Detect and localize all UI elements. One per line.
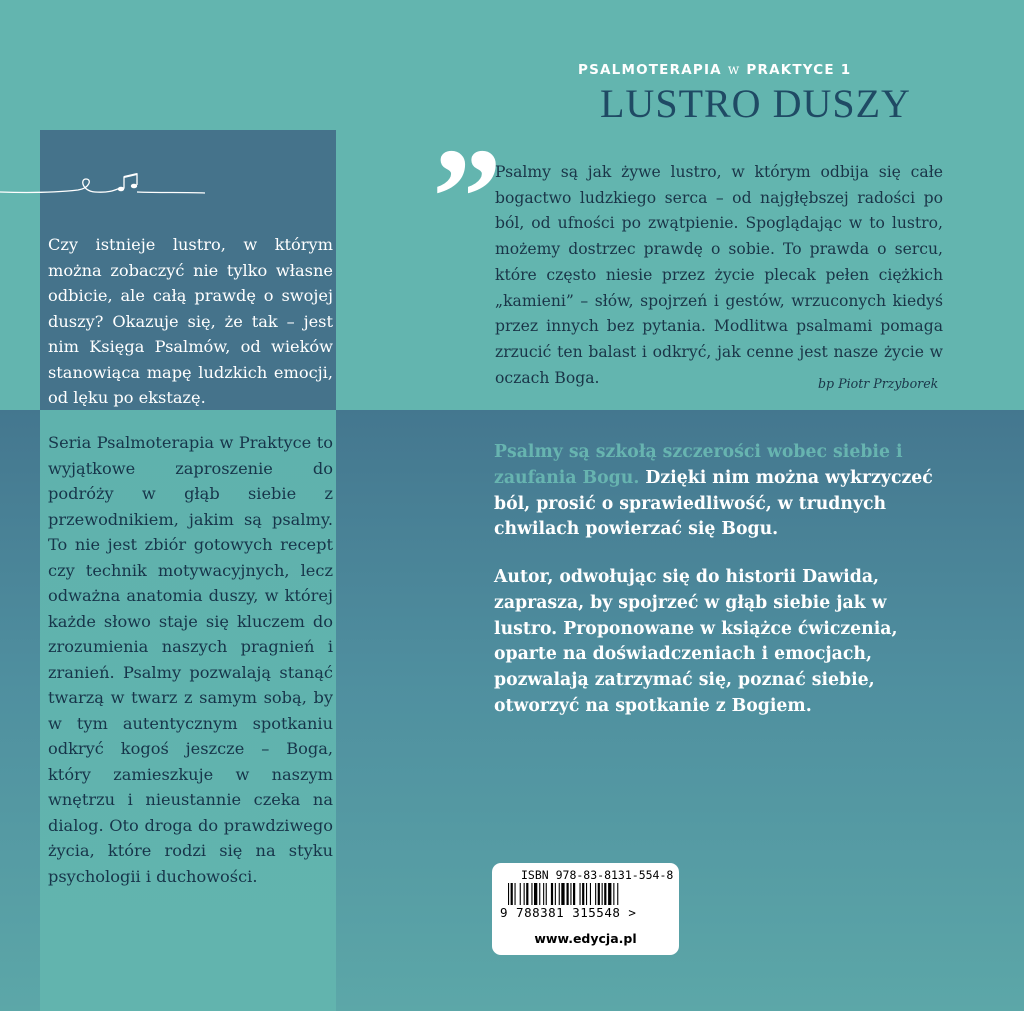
isbn-label-box (492, 863, 679, 955)
left-intro-paragraph: Czy istnieje lustro, w którym można zobaczyć nie tylko własne odbicie, ale całą prawdę o swojej duszy? Okazuje się, że tak – jest nim Księga Psalmów, od wieków stanowiąca mapę ludzkich emocji, od lęku po ekstazę. (48, 235, 333, 407)
book-title: LUSTRO DUSZY (600, 81, 911, 126)
right-paragraph-2: Autor, odwołując się do historii Dawida, zaprasza, by spojrzeć w głąb siebie jak w lustro. Proponowane w książce ćwiczenia, oparte na doświadczeniach i emocjach, pozwalają zatrzymać się, poznać siebie, otworzyć na spotkanie z Bogiem. (494, 567, 898, 716)
left-series-paragraph: Seria Psalmoterapia w Praktyce to wyjątkowe zaproszenie do podróży w głąb siebie z przewodnikiem, jakim są psalmy. To nie jest zbiór gotowych recept czy technik motywacyjnych, lecz odważna anatomia duszy, w której każde słowo staje się kluczem do zrozumienia naszych pragnień i zranień. Psalmy pozwalają stanąć twarzą w twarz z samym sobą, by w tym autentycznym spotkaniu odkryć kogoś jeszcze – Boga, który zamieszkuje w naszym wnętrzu i nieustannie czeka na dialog. Oto droga do prawdziwego życia, które rodzi się na styku psychologii i duchowości. (48, 433, 333, 886)
right-paragraph-1-rest: Dzięki nim można wykrzyczeć ból, prosić o sprawiedliwość, w trudnych chwilach powierzać się Bogu. (494, 467, 933, 540)
publisher-website: www.edycja.pl (534, 931, 637, 946)
quote-text: Psalmy są jak żywe lustro, w którym odbija się całe bogactwo ludzkiego serca – od najgłębszej radości po ból, od ufności po zwątpienie. Spoglądając w to lustro, możemy dostrzec prawdę o sobie. To prawda o sercu, które często niesie przez życie plecak pełen ciężkich „kamieni” – słów, spojrzeń i gestów, wrzuconych kiedyś przez innych bez pytania. Modlitwa psalmami pomaga zrzucić ten balast i odkryć, jak cenne jest nasze życie w oczach Boga. (495, 163, 943, 387)
barcode-icon (508, 883, 663, 905)
highlight-sentence: Psalmy są szkołą szczerości wobec siebie i zaufania Bogu. (494, 442, 903, 488)
quote-author: bp Piotr Przyborek (818, 376, 939, 391)
quote-mark-icon: ” (432, 120, 502, 275)
isbn-number: ISBN 978-83-8131-554-8 (521, 868, 674, 882)
music-note-squiggle-icon (0, 168, 205, 208)
barcode-digits: 9 788381 315548 > (500, 905, 637, 920)
series-label: PSALMOTERAPIA w PRAKTYCE 1 (578, 62, 852, 78)
right-paragraph-1 (494, 440, 944, 543)
